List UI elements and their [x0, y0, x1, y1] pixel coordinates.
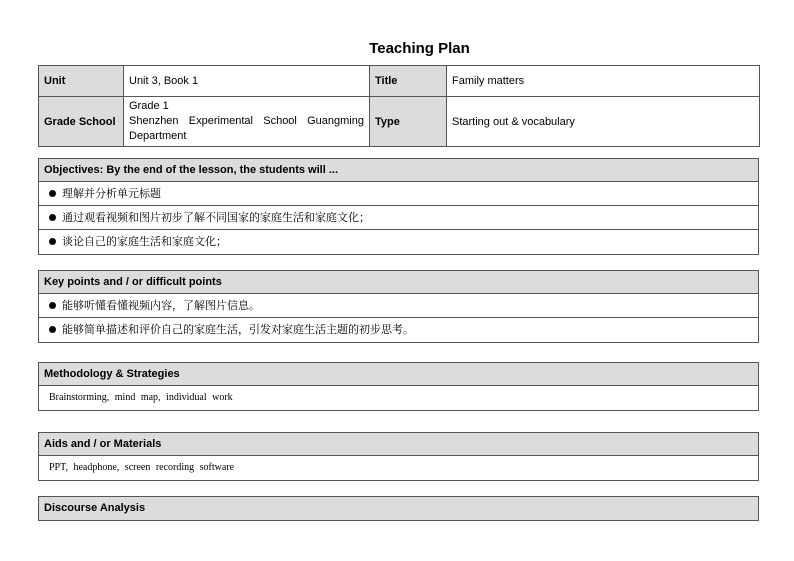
objective-item — [39, 206, 758, 230]
type-value: Starting out & vocabulary — [447, 97, 760, 147]
bullet-icon — [49, 190, 56, 197]
objective-item — [39, 230, 758, 254]
key-point-item — [39, 318, 758, 342]
info-row-unit — [39, 66, 760, 97]
key-point-text: 能够听懂看懂视频内容，了解图片信息。 — [62, 300, 260, 312]
aids-text: PPT, headphone, screen recording software — [49, 462, 235, 473]
grade-label: Grade School — [39, 97, 124, 147]
key-points-heading: Key points and / or difficult points — [39, 271, 758, 294]
grade-value — [124, 97, 370, 147]
unit-label: Unit — [39, 66, 124, 97]
grade-value-line1: Grade 1 — [129, 100, 169, 112]
objective-text: 理解并分析单元标题 — [62, 188, 161, 200]
info-row-grade — [39, 97, 760, 147]
aids-section — [38, 432, 759, 481]
objectives-heading: Objectives: By the end of the lesson, the students will ... — [39, 159, 758, 182]
key-point-item — [39, 294, 758, 318]
methodology-heading: Methodology & Strategies — [39, 363, 758, 386]
aids-heading: Aids and / or Materials — [39, 433, 758, 456]
bullet-icon — [49, 326, 56, 333]
grade-value-line2: Shenzhen Experimental School Guangming Department — [129, 115, 364, 142]
title-label: Title — [370, 66, 447, 97]
bullet-icon — [49, 302, 56, 309]
methodology-text: Brainstorming, mind map, individual work — [49, 392, 233, 403]
info-table — [38, 65, 760, 147]
objective-text: 通过观看视频和图片初步了解不同国家的家庭生活和家庭文化； — [62, 212, 370, 224]
discourse-section — [38, 496, 759, 521]
key-points-section — [38, 270, 759, 343]
objective-item — [39, 182, 758, 206]
objective-text: 谈论自己的家庭生活和家庭文化； — [62, 236, 227, 248]
bullet-icon — [49, 238, 56, 245]
key-point-text: 能够简单描述和评价自己的家庭生活，引发对家庭生活主题的初步思考。 — [62, 324, 414, 336]
type-label: Type — [370, 97, 447, 147]
objectives-section — [38, 158, 759, 255]
page-title: Teaching Plan — [369, 40, 470, 57]
methodology-section — [38, 362, 759, 411]
discourse-heading: Discourse Analysis — [39, 497, 758, 520]
bullet-icon — [49, 214, 56, 221]
title-value: Family matters — [447, 66, 760, 97]
unit-value: Unit 3, Book 1 — [124, 66, 370, 97]
